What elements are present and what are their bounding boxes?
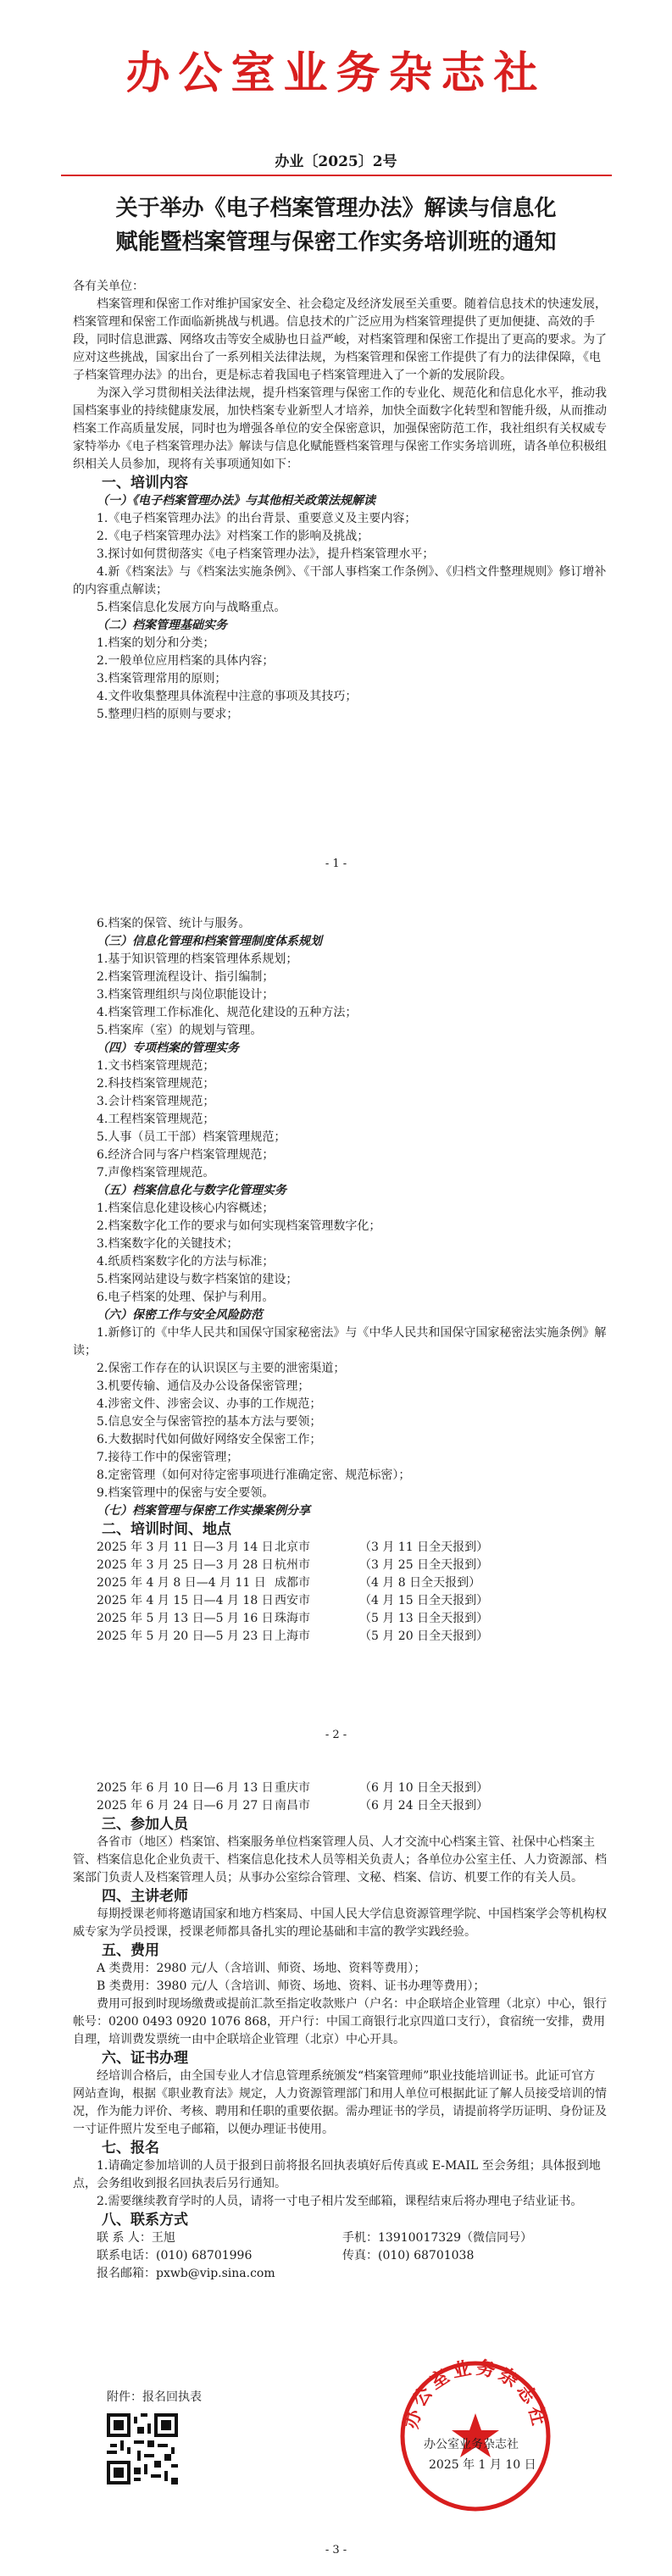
list-item: 6.大数据时代如何做好网络安全保密工作； — [97, 1433, 322, 1446]
schedule-city: 西安市 — [275, 1594, 310, 1607]
contact-row — [73, 2229, 607, 2247]
section-5-heading: 五、费用 — [102, 1942, 159, 1959]
list-item: 7.接待工作中的保密管理； — [97, 1451, 239, 1464]
list-item: 4.工程档案管理规范； — [97, 1113, 215, 1126]
section-6-heading: 六、证书办理 — [102, 2050, 188, 2067]
list-item: 9.档案管理中的保密与安全要领。 — [97, 1486, 275, 1500]
list-item: 5.信息安全与保密管控的基本方法与要领； — [97, 1415, 322, 1429]
section-7-heading: 七、报名 — [102, 2140, 159, 2157]
schedule-dates: 2025 年 5 月 20 日—5 月 23 日 — [97, 1629, 274, 1643]
list-item: 5.档案信息化发展方向与战略重点。 — [97, 601, 286, 614]
list-item: 1.档案的划分和分类； — [97, 636, 215, 650]
schedule-city: 上海市 — [275, 1629, 310, 1643]
schedule-dates: 2025 年 4 月 15 日—4 月 18 日 — [97, 1594, 274, 1607]
schedule-note: （4 月 8 日全天报到） — [359, 1576, 481, 1590]
list-item: 2.档案数字化工作的要求与如何实现档案管理数字化； — [97, 1219, 381, 1233]
schedule-note: （6 月 10 日全天报到） — [359, 1781, 489, 1795]
list-item: 5.档案库（室）的规划与管理。 — [97, 1024, 263, 1037]
schedule-dates: 2025 年 6 月 24 日—6 月 27 日 — [97, 1799, 274, 1813]
section-4-heading: 四、主讲老师 — [102, 1888, 188, 1905]
schedule-dates: 2025 年 3 月 25 日—3 月 28 日 — [97, 1558, 274, 1572]
signing-date: 2025 年 1 月 10 日 — [429, 2458, 536, 2472]
list-item: 4.新《档案法》与《档案法实施条例》、《干部人事档案工作条例》、《归档文件整理规则》修订增补的内容重点解读； — [73, 565, 607, 597]
schedule-dates: 2025 年 5 月 13 日—5 月 16 日 — [97, 1612, 274, 1625]
participants-text: 各省市（地区）档案馆、档案服务单位档案管理人员、人才交流中心档案主管、社保中心档案主管、档案信息化企业负责干、档案信息化技术人员等相关负责人；各单位办公室主任、人力资源部、档案部门负责人及档案管理人员；从事办公室综合管理、文秘、档案、信访、机要工作的有关人员。 — [73, 1835, 607, 1885]
schedule-row — [73, 1557, 607, 1574]
list-item: 8.定密管理（如何对待定密事项进行准确定密、规范标密）； — [97, 1468, 411, 1482]
list-item: 7.声像档案管理规范。 — [97, 1166, 215, 1180]
list-item: 1.《电子档案管理办法》的出台背景、重要意义及主要内容； — [97, 512, 417, 525]
greeting: 各有关单位： — [73, 280, 144, 293]
contact-row — [73, 2247, 607, 2265]
page-number-3: - 3 - — [325, 2544, 347, 2557]
group-3-title: （三）信息化管理和档案管理制度体系规划 — [97, 935, 322, 948]
list-item: 6.经济合同与客户档案管理规范； — [97, 1148, 275, 1162]
registration-item: 2.需要继续教育学时的人员，请将一寸电子相片发至邮箱，课程结束后将办理电子结业证书。 — [97, 2195, 583, 2208]
intro-paragraph-1: 档案管理和保密工作对维护国家安全、社会稳定及经济发展至关重要。随着信息技术的快速发展，档案管理和保密工作面临新挑战与机遇。信息技术的广泛应用为档案管理提供了更加便捷、高效的手段，同时信息泄露、网络攻击等安全威胁也日益严峻，对档案管理和保密工作提出了更高的要求。为了应对这些挑战，国家出台了一系列相关法律法规，为档案管理和保密工作提供了有力的法律保障，《电子档案管理办法》的出台，更是标志着我国电子档案管理进入了一个新的发展阶段。 — [73, 297, 607, 382]
list-item: 4.涉密文件、涉密会议、办事的工作规范； — [97, 1397, 322, 1411]
schedule-row — [73, 1539, 607, 1557]
list-item: 4.纸质档案数字化的方法与标准； — [97, 1255, 275, 1269]
title-line-1: 关于举办《电子档案管理办法》解读与信息化 — [115, 196, 557, 221]
list-item: 2.保密工作存在的认识误区与主要的泄密渠道； — [97, 1362, 346, 1375]
intro-paragraph-2: 为深入学习贯彻相关法律法规，提升档案管理与保密工作的专业化、规范化和信息化水平，推动我国档案事业的持续健康发展，加快档案专业新型人才培养，加快全面数字化转型和智能升级，从而推动档案工作高质量发展，同时也为增强各单位的安全保密意识，加强保密防范工作，我社组织有关权威专家特举办《电子档案管理办法》解读与信息化赋能暨档案管理与保密工作实务培训班，请各单位积极组织相关人员参加，现将有关事项通知如下： — [73, 386, 607, 471]
schedule-dates: 2025 年 3 月 11 日—3 月 14 日 — [97, 1541, 274, 1554]
list-item: 4.文件收集整理具体流程中注意的事项及其技巧； — [97, 690, 358, 703]
list-item: 6.电子档案的处理、保护与利用。 — [97, 1291, 275, 1304]
lecturers-text: 每期授课老师将邀请国家和地方档案局、中国人民大学信息资源管理学院、中国档案学会等机构权威专家为学员授课，授课老师都具备扎实的理论基础和丰富的教学实践经验。 — [73, 1907, 607, 1939]
schedule-city: 成都市 — [275, 1576, 310, 1590]
schedule-row — [73, 1628, 607, 1646]
red-divider-line — [61, 175, 612, 176]
schedule-city: 重庆市 — [275, 1781, 310, 1795]
list-item: 1.基于知识管理的档案管理体系规划； — [97, 952, 298, 966]
title-line-2: 赋能暨档案管理与保密工作实务培训班的通知 — [115, 230, 557, 255]
group-7-title: （七）档案管理与保密工作实操案例分享 — [97, 1504, 310, 1518]
schedule-city: 珠海市 — [275, 1612, 310, 1625]
page-number-1: - 1 - — [325, 858, 347, 870]
schedule-note: （5 月 13 日全天报到） — [359, 1612, 489, 1625]
schedule-city: 杭州市 — [275, 1558, 310, 1572]
list-item: 3.探讨如何贯彻落实《电子档案管理办法》，提升档案管理水平； — [97, 547, 435, 561]
list-item: 3.档案管理常用的原则； — [97, 672, 227, 686]
schedule-note: （5 月 20 日全天报到） — [359, 1629, 489, 1643]
schedule-city: 北京市 — [275, 1541, 310, 1554]
schedule-dates: 2025 年 6 月 10 日—6 月 13 日 — [97, 1781, 274, 1795]
section-2-heading: 二、培训时间、地点 — [102, 1521, 231, 1538]
section-3-heading: 三、参加人员 — [102, 1816, 188, 1833]
list-item: 3.会计档案管理规范； — [97, 1095, 215, 1108]
fee-b: B 类费用：3980 元/人（含培训、师资、场地、资料、证书办理等费用）； — [97, 1979, 486, 1993]
schedule-note: （3 月 25 日全天报到） — [359, 1558, 489, 1572]
schedule-note: （3 月 11 日全天报到） — [359, 1541, 489, 1554]
list-item: 2.档案管理流程设计、指引编制； — [97, 970, 275, 984]
list-item: 3.档案管理组织与岗位职能设计； — [97, 988, 275, 1002]
page-3-body — [73, 1779, 607, 2283]
list-item: 5.整理归档的原则与要求； — [97, 708, 239, 721]
list-item: 2.一般单位应用档案的具体内容； — [97, 654, 275, 668]
schedule-note: （4 月 15 日全天报到） — [359, 1594, 489, 1607]
contact-fax: 传真：(010) 68701038 — [342, 2249, 475, 2262]
masthead: 办公室业务杂志社 — [125, 48, 547, 99]
certificate-text: 经培训合格后，由全国专业人才信息管理系统颁发“档案管理师”职业技能培训证书。此证可官方网站查询，根据《职业教育法》规定，人力资源管理部门和用人单位可根据此证了解人员接受培训的情况，作为能力评价、考核、聘用和任职的重要依据。需办理证书的学员，请提前将学历证明、身份证及一寸证件照片发至电子邮箱，以便办理证书使用。 — [73, 2069, 607, 2136]
list-item: 2.《电子档案管理办法》对档案工作的影响及挑战； — [97, 530, 369, 543]
section-1-heading: 一、培训内容 — [102, 475, 188, 491]
schedule-row — [73, 1574, 607, 1592]
list-item: 1.新修订的《中华人民共和国保守国家秘密法》与《中华人民共和国保守国家秘密法实施条例》解读； — [73, 1326, 607, 1357]
document-number: 办业〔2025〕2号 — [275, 153, 397, 170]
contact-row — [73, 2265, 607, 2283]
document-title — [51, 192, 621, 259]
schedule-row — [73, 1797, 607, 1815]
schedule-dates: 2025 年 4 月 8 日—4 月 11 日 — [97, 1576, 266, 1590]
list-item: 6.档案的保管、统计与服务。 — [97, 917, 251, 930]
contact-phone: 联系电话：(010) 68701996 — [97, 2249, 253, 2262]
list-item: 5.档案网站建设与数字档案馆的建设； — [97, 1273, 298, 1286]
group-4-title: （四）专项档案的管理实务 — [97, 1041, 239, 1055]
schedule-city: 南昌市 — [275, 1799, 310, 1813]
list-item: 4.档案管理工作标准化、规范化建设的五种方法； — [97, 1006, 358, 1019]
signing-organization: 办公室业务杂志社 — [424, 2438, 519, 2451]
fee-note: 费用可报到时现场缴费或提前汇款至指定收款账户（户名：中企联培企业管理（北京）中心，银行帐号：0200 0493 0920 1076 868，开户行：中国工商银行北京四道口支行），食宿统一安排，费用自理，培训费发票统一由中企联培企业管理（北京）中心开具。 — [73, 1997, 607, 2046]
attachment-label[interactable]: 附件：报名回执表 — [107, 2390, 202, 2404]
registration-item: 1.请确定参加培训的人员于报到日前将报名回执表填好后传真或 E-MAIL 至会务组；具体报到地点，会务组收到报名回执表后另行通知。 — [73, 2159, 601, 2190]
schedule-row — [73, 1610, 607, 1628]
contact-email[interactable]: 报名邮箱：pxwb@vip.sina.com — [97, 2267, 275, 2280]
contact-person: 联 系 人：王旭 — [97, 2231, 175, 2245]
section-8-heading: 八、联系方式 — [102, 2212, 188, 2229]
schedule-note: （6 月 24 日全天报到） — [359, 1799, 489, 1813]
page-1-body — [73, 278, 607, 724]
seal-text: 办公室业务杂志社 — [401, 2357, 550, 2431]
group-6-title: （六）保密工作与安全风险防范 — [97, 1308, 263, 1322]
schedule-row — [73, 1779, 607, 1797]
list-item: 5.人事（员工干部）档案管理规范； — [97, 1130, 286, 1144]
fee-a: A 类费用：2980 元/人（含培训、师资、场地、资料等费用）； — [97, 1962, 426, 1975]
group-5-title: （五）档案信息化与数字化管理实务 — [97, 1184, 286, 1197]
list-item: 2.科技档案管理规范； — [97, 1077, 215, 1091]
list-item: 3.档案数字化的关键技术； — [97, 1237, 239, 1251]
page-2-body — [73, 915, 607, 1646]
group-2-title: （二）档案管理基础实务 — [97, 619, 227, 632]
list-item: 3.机要传输、通信及办公设备保密管理； — [97, 1380, 310, 1393]
contact-mobile: 手机：13910017329（微信同号） — [342, 2231, 532, 2245]
list-item: 1.文书档案管理规范； — [97, 1059, 215, 1073]
schedule-row — [73, 1592, 607, 1610]
list-item: 1.档案信息化建设核心内容概述； — [97, 1202, 275, 1215]
group-1-title: （一）《电子档案管理办法》与其他相关政策法规解读 — [97, 494, 375, 508]
page-number-2: - 2 - — [325, 1729, 347, 1741]
